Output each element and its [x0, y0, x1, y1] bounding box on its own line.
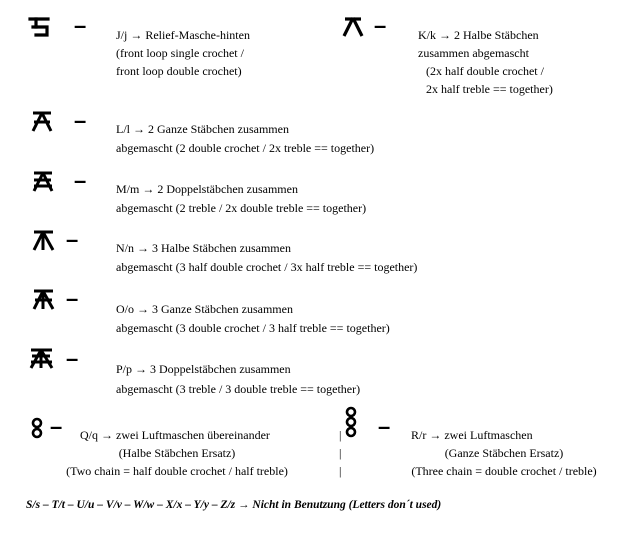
entry-p-label: P/p → 3 Doppelstäbchen zusammen [116, 362, 291, 376]
entry-j-note: (front loop single crochet / [116, 46, 244, 60]
separator-dash: – [66, 286, 79, 311]
separator-dash: – [66, 346, 79, 371]
unused-letters-note: S/s – T/t – U/u – V/v – W/w – X/x – Y/y – Z/z → Nicht in Benutzung (Letters don´t used) [26, 499, 442, 511]
entry-r-label: R/r → zwei Luftmaschen [411, 428, 533, 442]
entry-m-note: abgemascht (2 treble / 2x double treble == together) [116, 201, 367, 215]
two-half-stitches-together-icon [341, 16, 365, 38]
entry-q-label: Q/q → zwei Luftmaschen übereinander [80, 428, 270, 442]
three-double-crochet-together-icon [31, 288, 57, 310]
entry-j-label: J/j → Relief-Masche-hinten [116, 28, 250, 42]
entry-n-label: N/n → 3 Halbe Stäbchen zusammen [116, 241, 291, 255]
entry-j-note: front loop double crochet) [116, 64, 242, 78]
separator-dash: – [50, 414, 63, 439]
entry-r-note: (Three chain = double crochet / treble) [411, 464, 597, 478]
entry-m-label: M/m → 2 Doppelstäbchen zusammen [116, 182, 298, 196]
entry-l-note: abgemascht (2 double crochet / 2x treble == together) [116, 141, 375, 155]
two-chain-icon [30, 417, 44, 439]
entry-p-note: abgemascht (3 treble / 3 double treble == together) [116, 382, 361, 396]
column-divider: | [339, 428, 342, 442]
entry-o-label: O/o → 3 Ganze Stäbchen zusammen [116, 302, 293, 316]
entry-o-note: abgemascht (3 double crochet / 3 half treble == together) [116, 321, 390, 335]
separator-dash: – [378, 414, 391, 439]
three-chain-icon [344, 407, 358, 439]
entry-k-note: zusammen abgemascht [418, 46, 529, 60]
separator-dash: – [74, 13, 87, 38]
entry-k-note: 2x half treble == together) [426, 82, 553, 96]
column-divider: | [339, 446, 342, 460]
entry-r-note: (Ganze Stäbchen Ersatz) [444, 446, 564, 460]
column-divider: | [339, 464, 342, 478]
separator-dash: – [66, 227, 79, 252]
entry-k-label: K/k → 2 Halbe Stäbchen [418, 28, 539, 42]
entry-n-note: abgemascht (3 half double crochet / 3x half treble == together) [116, 260, 418, 274]
three-treble-together-icon [28, 347, 56, 369]
two-treble-together-icon [31, 170, 55, 192]
separator-dash: – [74, 108, 87, 133]
entry-q-note: (Halbe Stäbchen Ersatz) [118, 446, 236, 460]
three-half-stitches-together-icon [31, 229, 57, 251]
entry-k-note: (2x half double crochet / [426, 64, 544, 78]
separator-dash: – [74, 168, 87, 193]
entry-l-label: L/l → 2 Ganze Stäbchen zusammen [116, 122, 289, 136]
two-double-crochet-together-icon [30, 110, 54, 132]
front-loop-crochet-icon [28, 16, 52, 38]
separator-dash: – [374, 13, 387, 38]
entry-q-note: (Two chain = half double crochet / half treble) [66, 464, 288, 478]
